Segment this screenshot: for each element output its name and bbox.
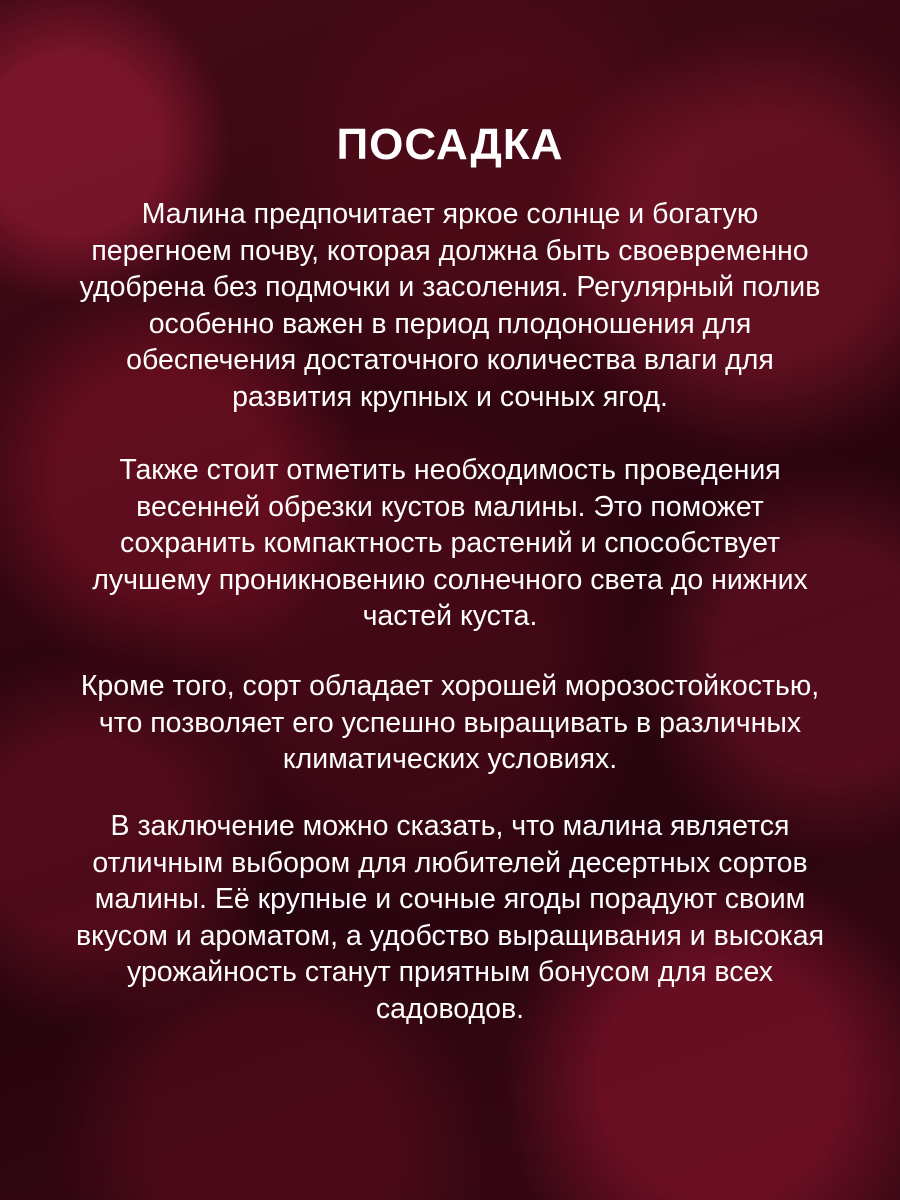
paragraph-frost-resistance: Кроме того, сорт обладает хорошей морозостойкостью, что позволяет его успешно выращивать в различных климатических условиях. [80, 670, 820, 775]
paragraph-planting: Малина предпочитает яркое солнце и богатую перегноем почву, которая должна быть своевременно удобрена без подмочки и засоления. Регулярный полив особенно важен в период плодоношения для обеспечения достаточного количества влаги для развития крупных и сочных ягод. [79, 198, 821, 413]
paragraph-pruning: Также стоит отметить необходимость проведения весенней обрезки кустов малины. Это поможет сохранить компактность растений и способствует лучшему проникновению солнечного света до нижних частей куста. [92, 454, 808, 632]
page-title: ПОСАДКА [336, 120, 564, 169]
paragraph-conclusion: В заключение можно сказать, что малина является отличным выбором для любителей десертных сортов малины. Её крупные и сочные ягоды порадуют своим вкусом и ароматом, а удобство выращивания и высокая урожайность станут приятным бонусом для всех садоводов. [75, 810, 825, 1025]
